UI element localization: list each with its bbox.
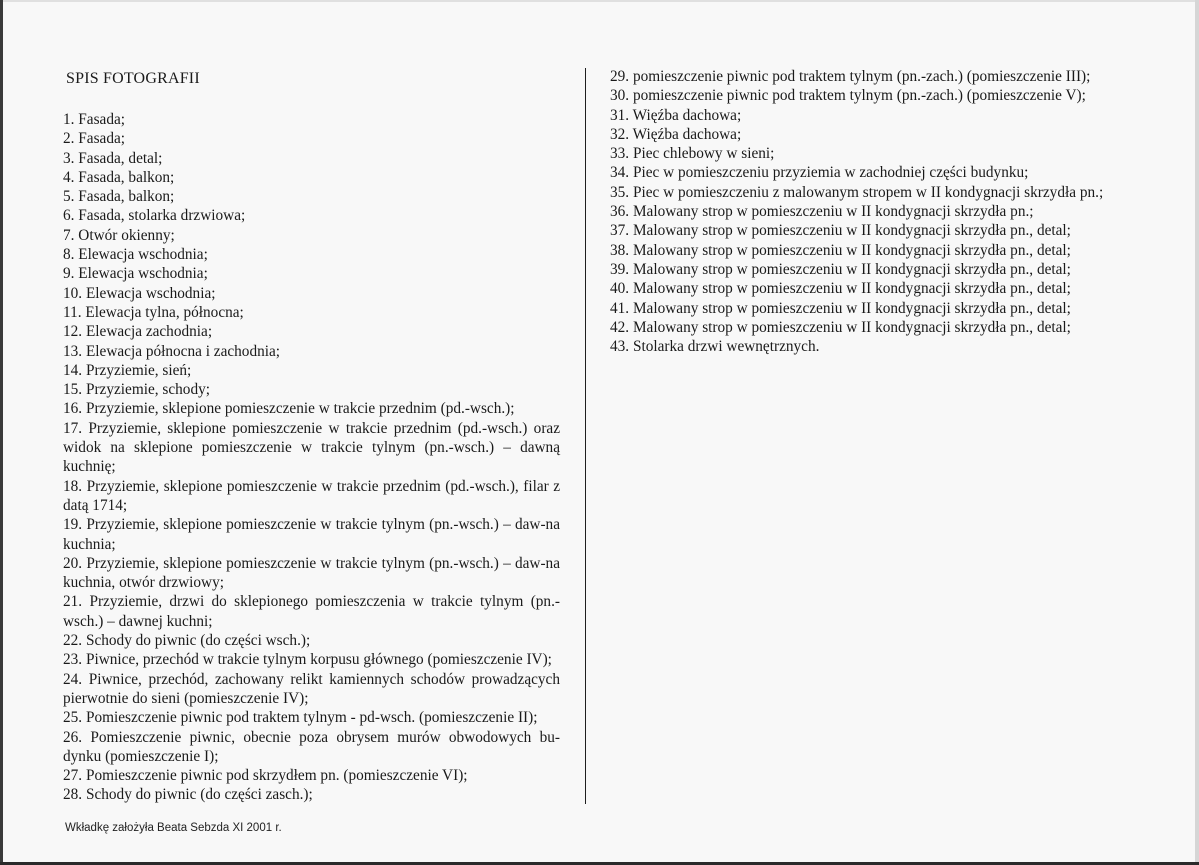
list-item: 38. Malowany strop w pomieszczeniu w II kondygnacji skrzydła pn., detal; xyxy=(610,241,1071,259)
list-item: 40. Malowany strop w pomieszczeniu w II kondygnacji skrzydła pn., detal; xyxy=(610,280,1071,298)
list-item: 11. Elewacja tylna, północna; xyxy=(63,303,244,321)
list-item: 36. Malowany strop w pomieszczeniu w II kondygnacji skrzydła pn.; xyxy=(610,203,1034,221)
list-item: 41. Malowany strop w pomieszczeniu w II kondygnacji skrzydła pn., detal; xyxy=(610,299,1071,317)
list-item: 37. Malowany strop w pomieszczeniu w II kondygnacji skrzydła pn., detal; xyxy=(610,222,1071,240)
list-item: 13. Elewacja północna i zachodnia; xyxy=(63,342,281,360)
column-divider xyxy=(585,68,586,804)
list-item: 1. Fasada; xyxy=(63,111,126,128)
list-item: 2. Fasada; xyxy=(63,130,126,148)
list-item: 14. Przyziemie, sień; xyxy=(63,361,192,379)
list-item: 3. Fasada, detal; xyxy=(63,149,163,167)
photo-list-left xyxy=(63,110,560,805)
page-left-edge xyxy=(0,0,3,865)
list-item: 8. Elewacja wschodnia; xyxy=(63,246,208,264)
list-item: 15. Przyziemie, schody; xyxy=(63,381,210,399)
list-item: 26. Pomieszczenie piwnic, obecnie poza obrysem murów obwodowych bu-dynku (pomieszczenie I); xyxy=(63,728,560,765)
list-item: 21. Przyziemie, drzwi do sklepionego pomieszczenia w trakcie tylnym (pn.-wsch.) – dawnej kuchni; xyxy=(63,593,560,630)
list-item: 32. Więźba dachowa; xyxy=(610,125,742,143)
list-item: 34. Piec w pomieszczeniu przyziemia w zachodniej części budynku; xyxy=(610,164,1029,182)
list-item: 27. Pomieszczenie piwnic pod skrzydłem pn. (pomieszczenie VI); xyxy=(63,767,468,785)
page-right-edge xyxy=(1195,0,1199,865)
list-item: 9. Elewacja wschodnia; xyxy=(63,265,208,283)
list-item: 18. Przyziemie, sklepione pomieszczenie w trakcie przednim (pd.-wsch.), filar z datą 1714; xyxy=(63,477,560,514)
list-item: 10. Elewacja wschodnia; xyxy=(63,284,216,302)
list-item: 16. Przyziemie, sklepione pomieszczenie w trakcie przednim (pd.-wsch.); xyxy=(63,400,515,418)
list-item: 42. Malowany strop w pomieszczeniu w II kondygnacji skrzydła pn., detal; xyxy=(610,318,1071,336)
list-item: 30. pomieszczenie piwnic pod traktem tylnym (pn.-zach.) (pomieszczenie V); xyxy=(610,87,1086,105)
list-item: 23. Piwnice, przechód w trakcie tylnym korpusu głównego (pomieszczenie IV); xyxy=(63,651,552,669)
list-item: 29. pomieszczenie piwnic pod traktem tylnym (pn.-zach.) (pomieszczenie III); xyxy=(610,68,1091,85)
photo-list-right xyxy=(610,67,1130,356)
list-item: 22. Schody do piwnic (do części wsch.); xyxy=(63,632,311,650)
list-item: 20. Przyziemie, sklepione pomieszczenie w trakcie tylnym (pn.-wsch.) – daw-na kuchnia, otwór drzwiowy; xyxy=(63,554,560,592)
list-item: 5. Fasada, balkon; xyxy=(63,188,175,206)
list-item: 39. Malowany strop w pomieszczeniu w II kondygnacji skrzydła pn., detal; xyxy=(610,260,1071,278)
list-item: 35. Piec w pomieszczeniu z malowanym stropem w II kondygnacji skrzydła pn.; xyxy=(610,183,1104,201)
list-item: 17. Przyziemie, sklepione pomieszczenie w trakcie przednim (pd.-wsch.) oraz widok na sklepione pomieszczenie w trakcie tylnym (pn.-wsch.) – dawną kuchnię; xyxy=(63,419,560,476)
list-item: 4. Fasada, balkon; xyxy=(63,168,175,186)
list-item: 33. Piec chlebowy w sieni; xyxy=(610,145,775,163)
document-title: SPIS FOTOGRAFII xyxy=(66,70,200,87)
list-item: 6. Fasada, stolarka drzwiowa; xyxy=(63,207,246,225)
list-item: 24. Piwnice, przechód, zachowany relikt kamiennych schodów prowadzących pierwotnie do sieni (pomieszczenie IV); xyxy=(63,670,560,707)
document-footer: Wkładkę założyła Beata Sebzda XI 2001 r. xyxy=(65,822,282,834)
list-item: 31. Więźba dachowa; xyxy=(610,106,742,124)
list-item: 19. Przyziemie, sklepione pomieszczenie w trakcie tylnym (pn.-wsch.) – daw-na kuchnia; xyxy=(63,516,560,553)
list-item: 7. Otwór okienny; xyxy=(63,226,175,244)
list-item: 28. Schody do piwnic (do części zasch.); xyxy=(63,786,313,804)
list-item: 43. Stolarka drzwi wewnętrznych. xyxy=(610,338,820,356)
list-item: 25. Pomieszczenie piwnic pod traktem tylnym - pd-wsch. (pomieszczenie II); xyxy=(63,709,538,727)
list-item: 12. Elewacja zachodnia; xyxy=(63,323,213,341)
page-top-edge xyxy=(0,0,1199,2)
